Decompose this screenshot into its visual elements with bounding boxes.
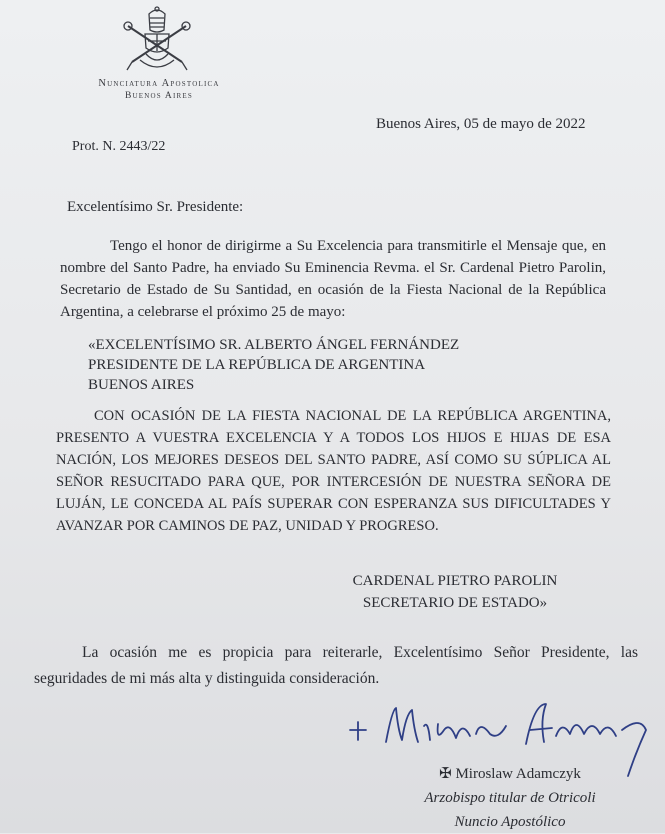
letterhead [64,78,254,102]
letterhead-org-line2: Buenos Aires [125,91,193,101]
address-line: BUENOS AIRES [88,377,195,393]
intro-paragraph-text: Tengo el honor de dirigirme a Su Excelencia para transmitirle el Mensaje que, en nombre del Santo Padre, ha enviado Su Eminencia Revma. el Sr. Cardenal Pietro Parolin, Secretario de Estado de Su Santidad, en ocasión de la Fiesta Nacional de la República Argentina, a celebrarse el próximo 25 de mayo: [60,238,606,320]
sender-title-line2: Nuncio Apostólico [454,814,566,830]
signatory-title: SECRETARIO DE ESTADO» [362,595,548,611]
address-line: PRESIDENTE DE LA REPÚBLICA DE ARGENTINA [88,357,426,373]
signatory-name: CARDENAL PIETRO PAROLIN [352,573,558,589]
message-body-text: CON OCASIÓN DE LA FIESTA NACIONAL DE LA REPÚBLICA ARGENTINA, PRESENTO A VUESTRA EXCELENCIA Y A TODOS LOS HIJOS E HIJAS DE ESA NACIÓN, LOS MEJORES DESEOS DEL SANTO PADRE, ASÍ COMO SU SÚPLICA AL SEÑOR RESUCITADO PARA QUE, POR INTERCESIÓN DE NUESTRA SEÑORA DE LUJÁN, LE CONCEDA AL PAÍS SUPERAR CON ESPERANZA SUS DIFICULTADES Y AVANZAR POR CAMINOS DE PAZ, UNIDAD Y PROGRESO. [56,408,611,534]
papal-crest-logo [118,4,196,74]
salutation: Excelentísimo Sr. Presidente: [67,199,244,215]
message-address-block [88,335,459,395]
message-signatory [330,570,580,614]
closing-paragraph [34,640,638,692]
letterhead-org-line1: Nunciatura Apostolica [98,78,220,89]
intro-paragraph [60,235,606,323]
place-date: Buenos Aires, 05 de mayo de 2022 [376,116,586,132]
message-body [56,405,611,537]
sender-name: ✠ Miroslaw Adamczyk [439,766,581,782]
sender-block [400,762,620,834]
sender-title-line1: Arzobispo titular de Otricoli [424,790,596,806]
protocol-number: Prot. N. 2443/22 [72,139,166,154]
address-line: «EXCELENTÍSIMO SR. ALBERTO ÁNGEL FERNÁNDEZ [88,337,460,353]
closing-paragraph-text: La ocasión me es propicia para reiterarle, Excelentísimo Señor Presidente, las seguridades de mi más alta y distinguida consideración. [34,644,638,687]
